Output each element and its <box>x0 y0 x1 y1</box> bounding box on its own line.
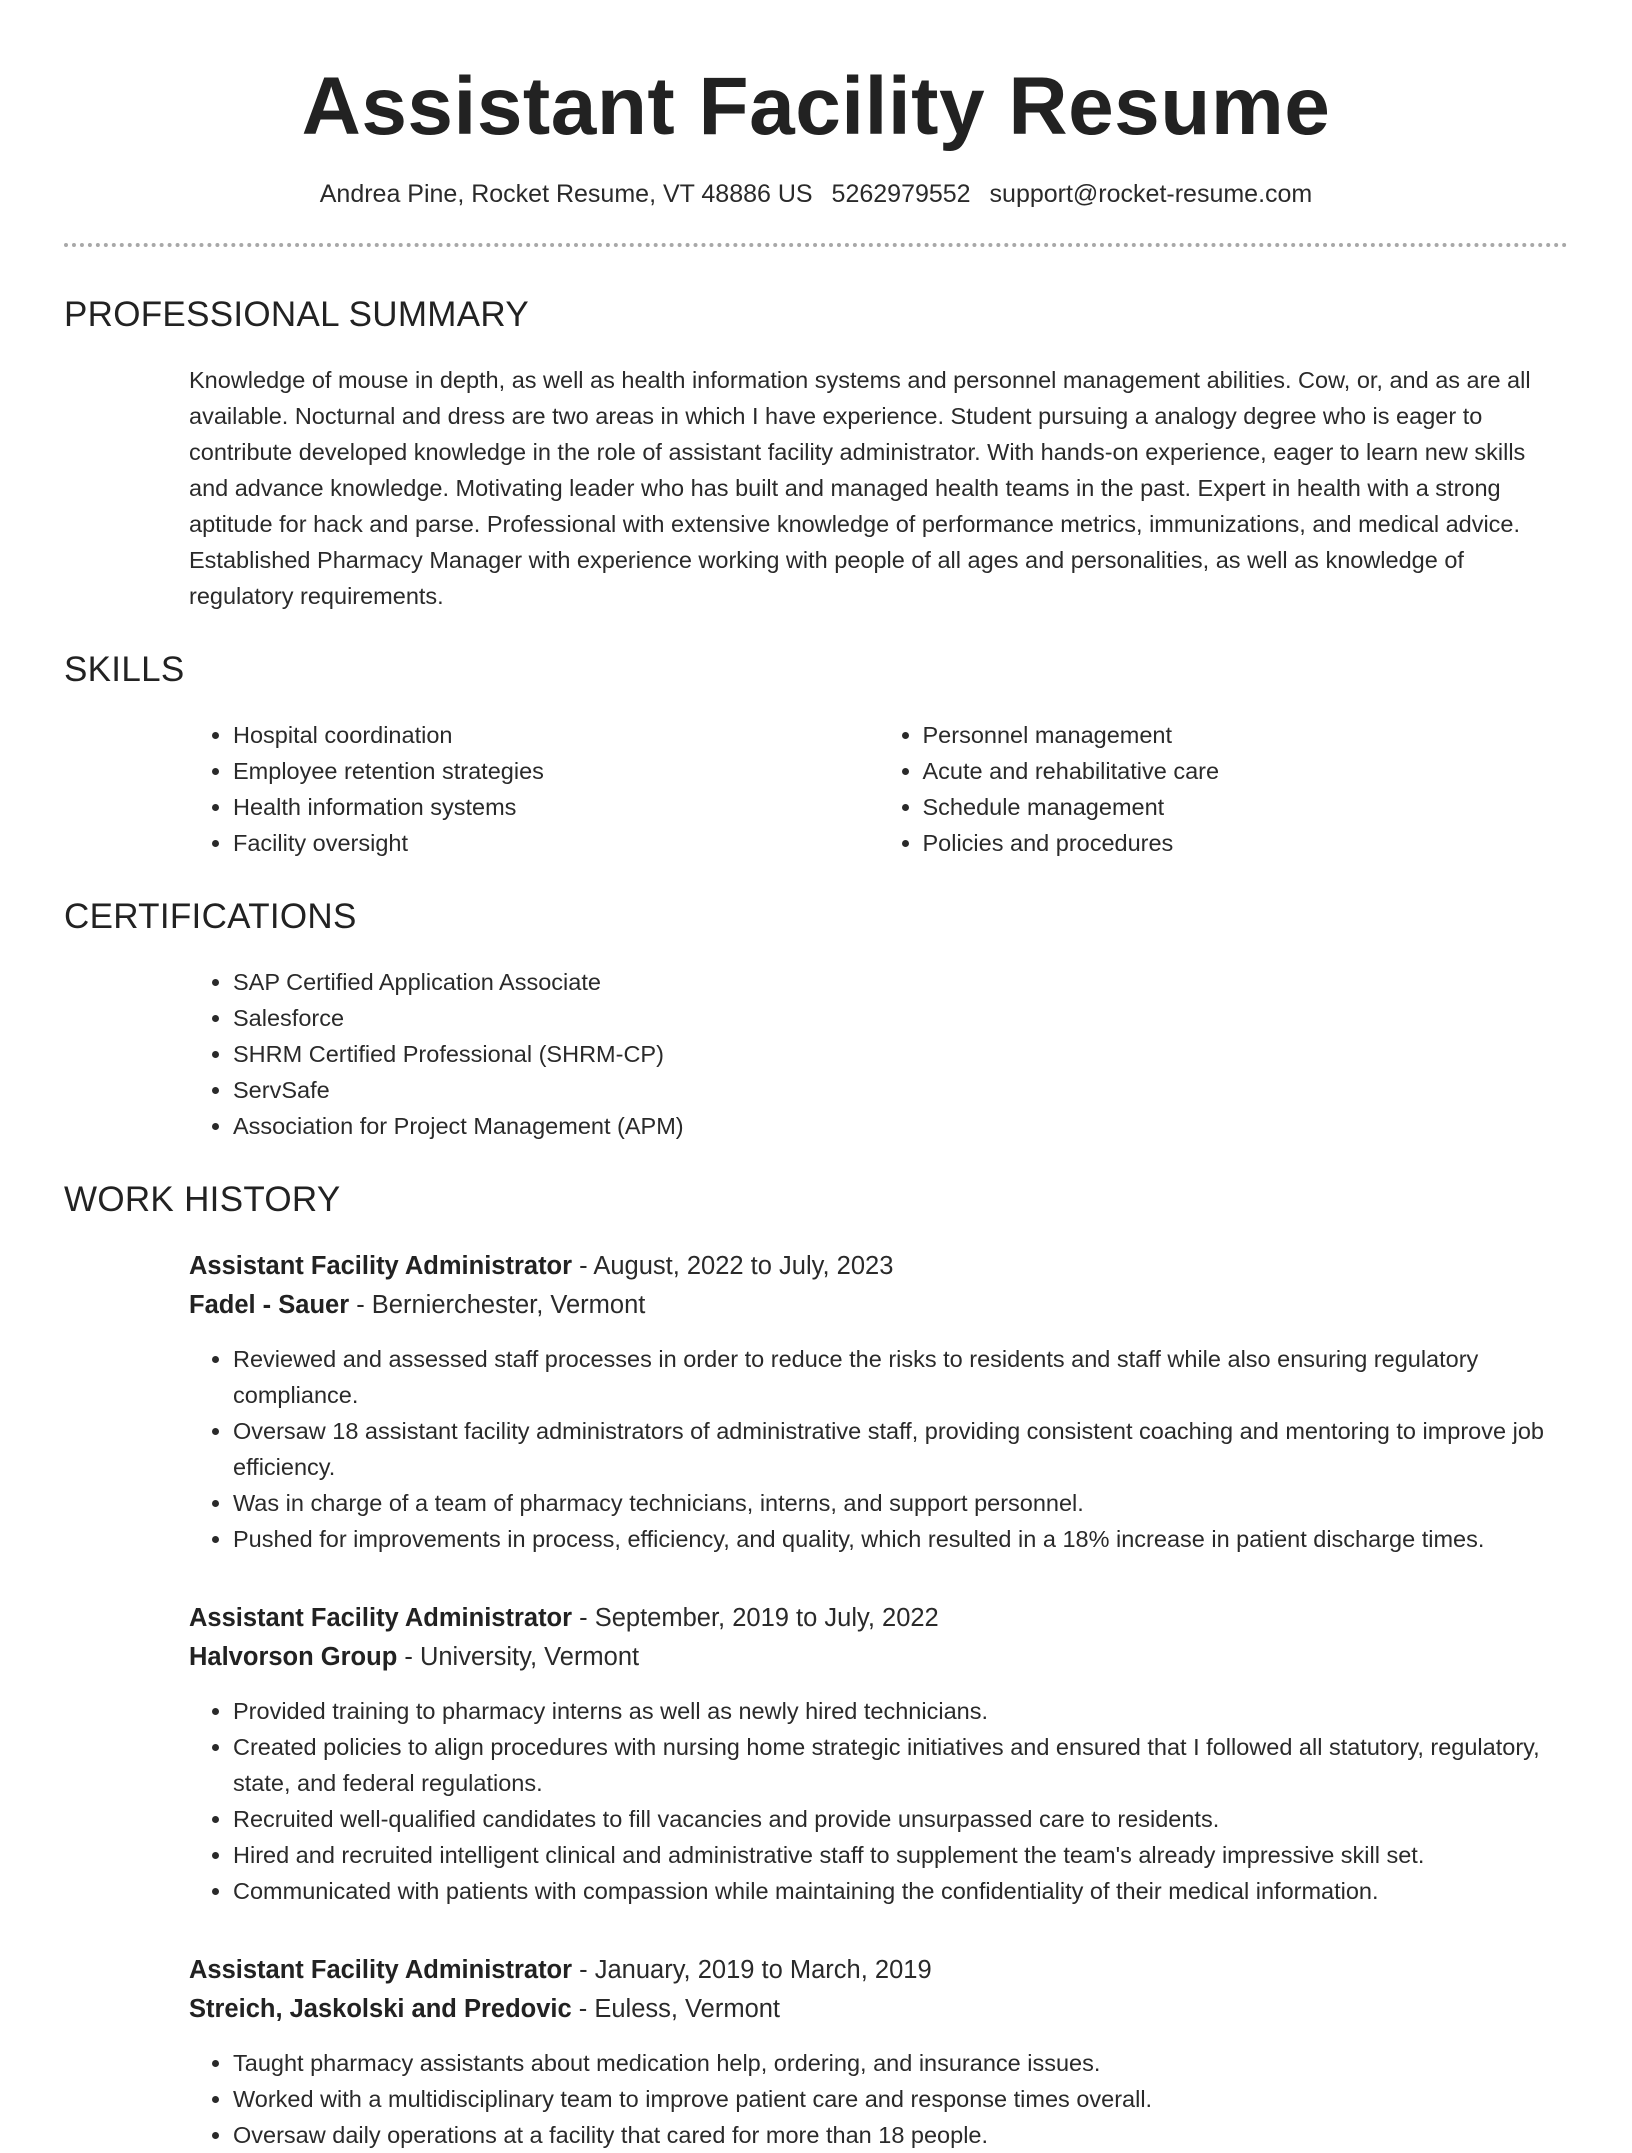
job-dates: - August, 2022 to July, 2023 <box>572 1252 894 1280</box>
job-title-line <box>189 1247 1568 1286</box>
job-bullets <box>189 1341 1568 1557</box>
list-item: • Pushed for improvements in process, efficiency, and quality, which resulted in a 18% increase in patient discharge times. <box>233 1521 1568 1557</box>
contact-address: Andrea Pine, Rocket Resume, VT 48886 US <box>319 180 813 208</box>
header-divider <box>64 243 1568 247</box>
contact-email: support@rocket-resume.com <box>989 180 1313 208</box>
job-title: Assistant Facility Administrator <box>189 1604 573 1632</box>
list-item: • Employee retention strategies <box>233 753 879 789</box>
list-item: • Hired and recruited intelligent clinical and administrative staff to supplement the team's already impressive skill set. <box>233 1837 1568 1873</box>
list-item: • Salesforce <box>233 1000 1568 1036</box>
list-item: • ServSafe <box>233 1072 1568 1108</box>
job-entry <box>189 1247 1568 1557</box>
list-item: • SAP Certified Application Associate <box>233 964 1568 1000</box>
job-bullets <box>189 2045 1568 2153</box>
resume-page <box>64 0 1568 2153</box>
job-location: - University, Vermont <box>397 1643 640 1671</box>
summary-text: Knowledge of mouse in depth, as well as health information systems and personnel management abilities. Cow, or, and as are all available. Nocturnal and dress are two areas in which I have experience. Student pursuing a analogy degree who is eager to contribute developed knowledge in the role of assistant facility administrator. With hands-on experience, eager to learn new skills and advance knowledge. Motivating leader who has built and managed health teams in the past. Expert in health with a strong aptitude for hack and parse. Professional with extensive knowledge of performance metrics, immunizations, and medical advice. Established Pharmacy Manager with experience working with people of all ages and personalities, as well as knowledge of regulatory requirements. <box>189 367 1531 609</box>
job-title-line <box>189 1599 1568 1638</box>
skills-heading: SKILLS <box>64 650 185 689</box>
job-dates: - January, 2019 to March, 2019 <box>572 1956 932 1984</box>
job-company: Fadel - Sauer <box>189 1291 350 1319</box>
list-item: • Taught pharmacy assistants about medication help, ordering, and insurance issues. <box>233 2045 1568 2081</box>
list-item: • Association for Project Management (APM) <box>233 1108 1568 1144</box>
list-item: • Health information systems <box>233 789 879 825</box>
job-location: - Euless, Vermont <box>571 1995 781 2023</box>
list-item: • Oversaw 18 assistant facility administrators of administrative staff, providing consistent coaching and mentoring to improve job efficiency. <box>233 1413 1568 1485</box>
list-item: • Oversaw daily operations at a facility that cared for more than 18 people. <box>233 2117 1568 2153</box>
certifications-list <box>189 964 1568 1144</box>
job-company-line <box>189 1286 1568 1325</box>
list-item: • Schedule management <box>923 789 1569 825</box>
list-item: • Was in charge of a team of pharmacy technicians, interns, and support personnel. <box>233 1485 1568 1521</box>
job-company-line <box>189 1638 1568 1677</box>
list-item: • Policies and procedures <box>923 825 1569 861</box>
job-title: Assistant Facility Administrator <box>189 1252 573 1280</box>
job-company: Streich, Jaskolski and Predovic <box>189 1995 572 2023</box>
job-entry <box>189 1951 1568 2153</box>
list-item: • Personnel management <box>923 717 1569 753</box>
skills-section <box>64 652 1568 861</box>
job-company: Halvorson Group <box>189 1643 398 1671</box>
list-item: • Worked with a multidisciplinary team to improve patient care and response times overall. <box>233 2081 1568 2117</box>
work-history-section <box>64 1182 1568 2153</box>
skills-columns <box>189 717 1568 861</box>
skills-list-right <box>879 717 1569 861</box>
job-dates: - September, 2019 to July, 2022 <box>572 1604 939 1632</box>
contact-line <box>64 180 1568 209</box>
list-item: • Facility oversight <box>233 825 879 861</box>
resume-title: Assistant Facility Resume <box>301 61 1331 152</box>
job-title-line <box>189 1951 1568 1990</box>
job-location: - Bernierchester, Vermont <box>349 1291 646 1319</box>
list-item: • Provided training to pharmacy interns as well as newly hired technicians. <box>233 1693 1568 1729</box>
list-item: • Hospital coordination <box>233 717 879 753</box>
summary-heading: PROFESSIONAL SUMMARY <box>64 295 529 334</box>
list-item: • Acute and rehabilitative care <box>923 753 1569 789</box>
job-company-line <box>189 1990 1568 2029</box>
summary-section <box>64 297 1568 614</box>
contact-phone: 5262979552 <box>831 180 971 208</box>
job-bullets <box>189 1693 1568 1909</box>
list-item: • Recruited well-qualified candidates to fill vacancies and provide unsurpassed care to residents. <box>233 1801 1568 1837</box>
work-history-heading: WORK HISTORY <box>64 1180 341 1219</box>
skills-list-left <box>189 717 879 861</box>
certifications-heading: CERTIFICATIONS <box>64 897 357 936</box>
list-item: • Created policies to align procedures with nursing home strategic initiatives and ensured that I followed all statutory, regulatory, state, and federal regulations. <box>233 1729 1568 1801</box>
list-item: • Reviewed and assessed staff processes in order to reduce the risks to residents and staff while also ensuring regulatory compliance. <box>233 1341 1568 1413</box>
job-entry <box>189 1599 1568 1909</box>
list-item: • Communicated with patients with compassion while maintaining the confidentiality of their medical information. <box>233 1873 1568 1909</box>
job-title: Assistant Facility Administrator <box>189 1956 573 1984</box>
list-item: • SHRM Certified Professional (SHRM-CP) <box>233 1036 1568 1072</box>
certifications-section <box>64 899 1568 1144</box>
